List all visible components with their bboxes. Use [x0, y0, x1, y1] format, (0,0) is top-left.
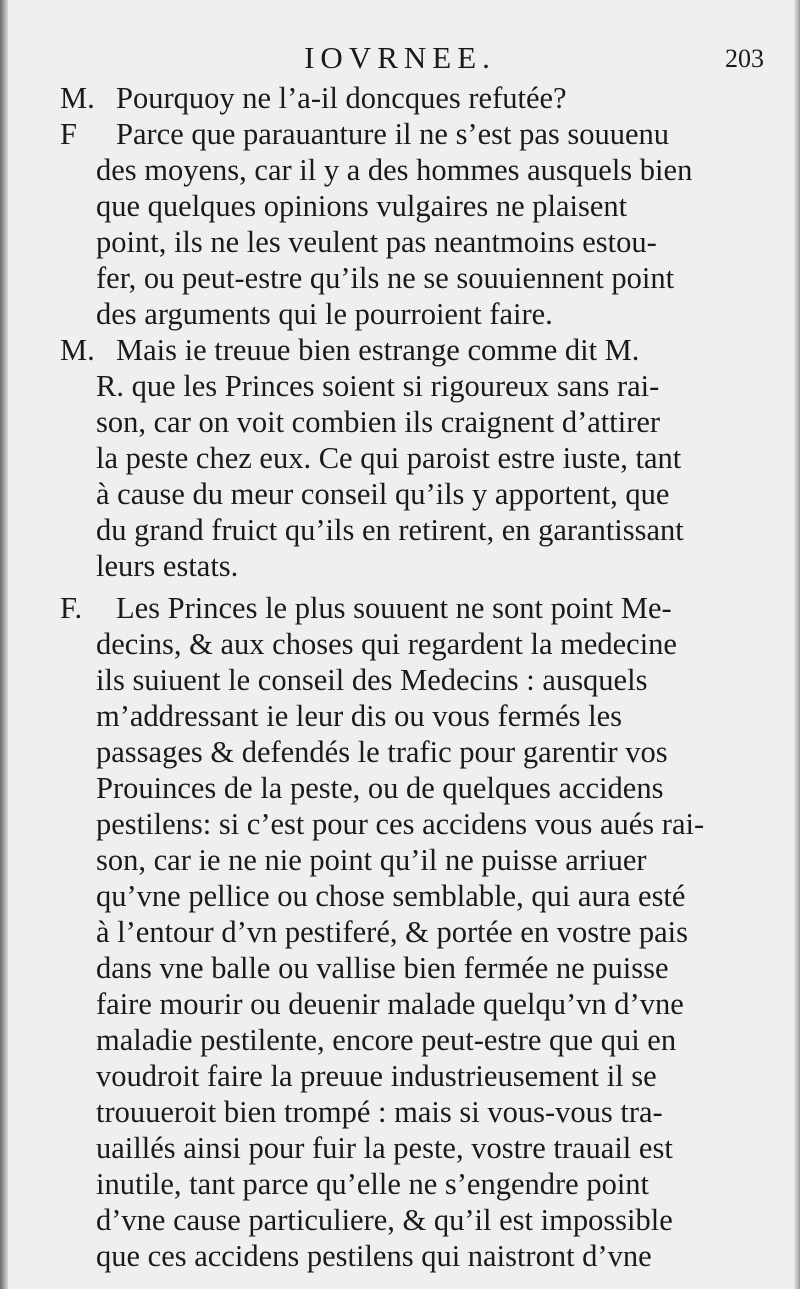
- line-text: Mais ie treuue bien estrange comme dit M.: [116, 333, 640, 367]
- text-line: [0, 440, 800, 476]
- text-line: [0, 116, 800, 152]
- text-line: [0, 152, 800, 188]
- text-line: [0, 698, 800, 734]
- text-line: [0, 296, 800, 332]
- line-text: dans vne balle ou vallise bien fermée ne puisse: [96, 951, 669, 985]
- text-line: [0, 806, 800, 842]
- line-text: la peste chez eux. Ce qui paroist estre iuste, tant: [96, 441, 682, 475]
- line-text: leurs estats.: [96, 549, 239, 583]
- speaker-label: M.: [60, 81, 95, 115]
- text-line: [0, 80, 800, 116]
- line-text: passages & defendés le trafic pour garentir vos: [96, 735, 668, 769]
- line-text: pestilens: si c’est pour ces accidens vous aués rai-: [96, 807, 705, 841]
- line-text: son, car on voit combien ils craignent d’attirer: [96, 405, 661, 439]
- text-line: [0, 512, 800, 548]
- text-line: [0, 188, 800, 224]
- text-line: [0, 224, 800, 260]
- text-line: [0, 1238, 800, 1274]
- line-text: decins, & aux choses qui regardent la medecine: [96, 627, 677, 661]
- line-text: R. que les Princes soient si rigoureux sans rai-: [96, 369, 660, 403]
- text-line: [0, 770, 800, 806]
- line-text: inutile, tant parce qu’elle ne s’engendre point: [96, 1167, 650, 1201]
- speaker-label: F.: [60, 591, 83, 625]
- line-text: des moyens, car il y a des hommes ausquels bien: [96, 153, 693, 187]
- text-line: [0, 1166, 800, 1202]
- line-text: faire mourir ou deuenir malade quelqu’vn d’vne: [96, 987, 684, 1021]
- text-line: [0, 842, 800, 878]
- text-line: [0, 260, 800, 296]
- text-line: [0, 590, 800, 626]
- line-text: son, car ie ne nie point qu’il ne puisse arriuer: [96, 843, 647, 877]
- text-line: [0, 368, 800, 404]
- line-text: qu’vne pellice ou chose semblable, qui aura esté: [96, 879, 686, 913]
- line-text: uaillés ainsi pour fuir la peste, vostre trauail est: [96, 1131, 673, 1165]
- line-text: que quelques opinions vulgaires ne plaisent: [96, 189, 628, 223]
- text-line: [0, 662, 800, 698]
- line-text: point, ils ne les veulent pas neantmoins estou-: [96, 225, 657, 259]
- line-text: que ces accidens pestilens qui naistront d’vne: [96, 1239, 652, 1273]
- line-text: trouueroit bien trompé : mais si vous-vous tra-: [96, 1095, 663, 1129]
- line-text: des arguments qui le pourroient faire.: [96, 297, 553, 331]
- line-text: Parce que parauanture il ne s’est pas souuenu: [116, 117, 670, 151]
- line-text: Prouinces de la peste, ou de quelques accidens: [96, 771, 664, 805]
- text-line: [0, 476, 800, 512]
- text-line: [0, 1094, 800, 1130]
- page-number: 203: [725, 44, 764, 73]
- text-line: [0, 914, 800, 950]
- text-line: [0, 1022, 800, 1058]
- line-text: Les Princes le plus souuent ne sont point Me-: [116, 591, 672, 625]
- text-line: [0, 1202, 800, 1238]
- text-line: [0, 986, 800, 1022]
- line-text: fer, ou peut-estre qu’ils ne se souuiennent point: [96, 261, 675, 295]
- text-line: [0, 1058, 800, 1094]
- text-line: [0, 626, 800, 662]
- line-text: à l’entour d’vn pestiferé, & portée en vostre pais: [96, 915, 688, 949]
- line-text: d’vne cause particuliere, & qu’il est impossible: [96, 1203, 673, 1237]
- line-text: du grand fruict qu’ils en retirent, en garantissant: [96, 513, 684, 547]
- line-text: ils suiuent le conseil des Medecins : ausquels: [96, 663, 648, 697]
- text-line: [0, 548, 800, 584]
- line-text: Pourquoy ne l’a-il doncques refutée?: [116, 81, 567, 115]
- line-text: à cause du meur conseil qu’ils y apportent, que: [96, 477, 670, 511]
- line-text: voudroit faire la preuue industrieusement il se: [96, 1059, 657, 1093]
- text-line: [0, 878, 800, 914]
- text-line: [0, 332, 800, 368]
- line-text: m’addressant ie leur dis ou vous fermés les: [96, 699, 622, 733]
- line-text: maladie pestilente, encore peut-estre que qui en: [96, 1023, 677, 1057]
- speaker-label: F: [60, 117, 77, 151]
- text-line: [0, 1130, 800, 1166]
- text-line: [0, 404, 800, 440]
- text-line: [0, 734, 800, 770]
- speaker-label: M.: [60, 333, 95, 367]
- running-title: IOVRNEE.: [304, 40, 496, 75]
- text-line: [0, 950, 800, 986]
